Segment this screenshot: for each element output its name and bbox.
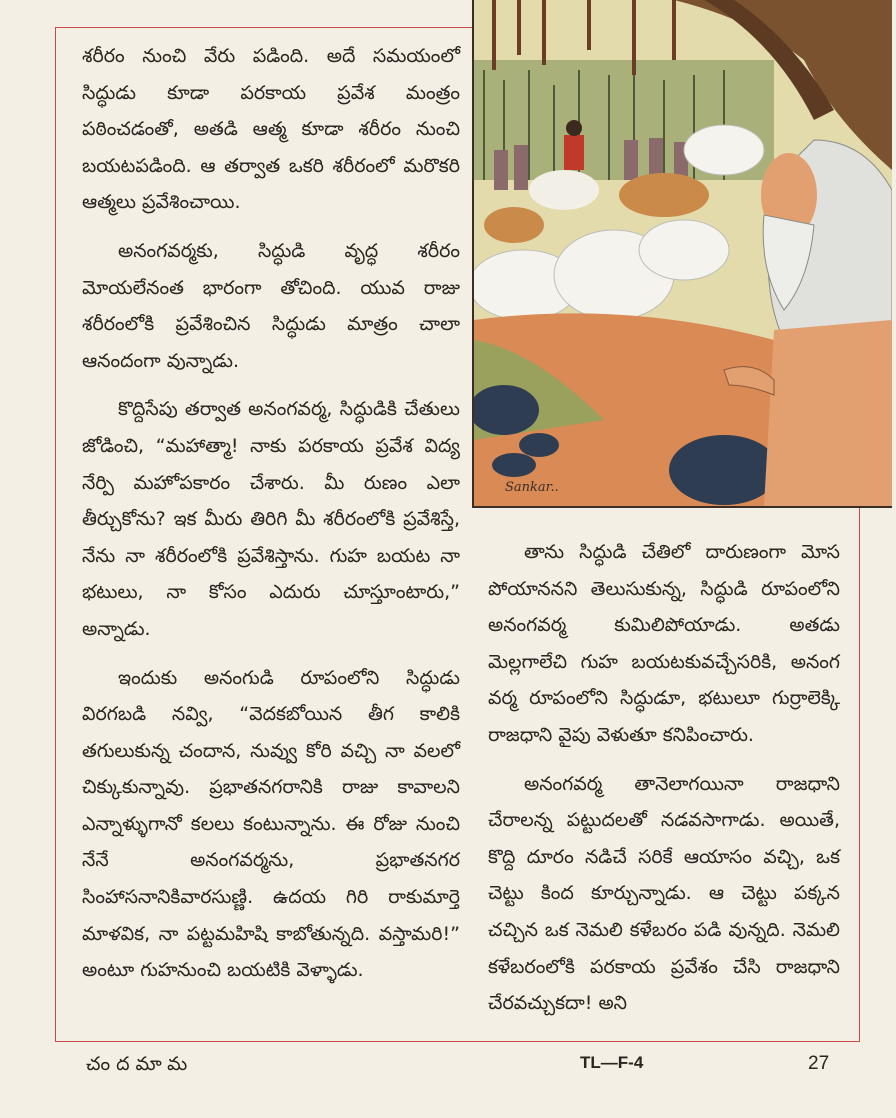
paragraph-6: అనంగవర్మ తానెలాగయినా రాజధాని చేరాలన్న పట్టుదలతో నడవసాగాడు. అయితే, కొద్ది దూరం నడిచే సరికే ఆయాసం వచ్చి, ఒక చెట్టు కింద కూర్చున్నాడు. ఆ చెట్టు పక్కన చచ్చిన ఒక నెమలి కళేబరం పడి వున్నది. నెమలి కళేబరంలోకి పరకాయ ప్రవేశం చేసి రాజధాని చేరవచ్చుకదా! అని (488, 772, 840, 1015)
page-number: 27 (808, 1053, 830, 1074)
magazine-name: చందమామ (86, 1053, 194, 1075)
artist-signature: Sankar.. (505, 480, 559, 495)
issue-code: TL—F-4 (580, 1053, 644, 1072)
paragraph-3: కొద్దిసేపు తర్వాత అనంగవర్మ, సిద్ధుడికి చేతులు జోడించి, “మహాత్మా! నాకు పరకాయ ప్రవేశ విద్య నేర్పి మహోపకారం చేశారు. మీ రుణం ఎలా తీర్చుకోను? ఇక మీరు తిరిగి మీ శరీరంలోకి ప్రవేశిస్తే, నేను నా శరీరంలోకి ప్రవేశిస్తాను. గుహ బయట నా భటులు, నా కోసం ఎదురు చూస్తూంటారు,” అన్నాడు. (82, 398, 460, 640)
paragraph-5: తాను సిద్ధుడి చేతిలో దారుణంగా మోస పోయాననని తెలుసుకున్న, సిద్ధుడి రూపంలోని అనంగవర్మ కుమిలిపోయాడు. అతడు మెల్లగాలేచి గుహ బయటకువచ్చేసరికి, అనంగ వర్మ రూపంలోని సిద్ధుడూ, భటులూ గుర్రాలెక్కి రాజధాని వైపు వెళుతూ కనిపించారు. (488, 541, 840, 746)
paragraph-1: శరీరం నుంచి వేరు పడింది. అదే సమయంలో సిద్ధుడు కూడా పరకాయ ప్రవేశ మంత్రం పఠించడంతో, అతడి ఆత్మ కూడా శరీరం నుంచి బయటపడింది. ఆ తర్వాత ఒకరి శరీరంలో మరొకరి ఆత్మలు ప్రవేశించాయి. (82, 45, 460, 214)
illustration-drawing (474, 0, 892, 506)
right-text-column (488, 534, 840, 1034)
paragraph-4: ఇందుకు అనంగుడి రూపంలోని సిద్ధుడు విరగబడి నవ్వి, “వెదకబోయిన తీగ కాలికి తగులుకున్న చందాన, నువ్వు కోరి వచ్చి నా వలలో చిక్కుకున్నావు. ప్రభాతనగరానికి రాజు కావాలని ఎన్నాళ్ళుగానో కలలు కంటున్నాను. ఈ రోజు నుంచి నేనే అనంగవర్మను, ప్రభాతనగర సింహాసనానికివారసుణ్ణి. ఉదయ గిరి రాకుమార్తె మాళవిక, నా పట్టమహిషి కాబోతున్నది. వస్తామరి!” అంటూ గుహనుంచి బయటికి వెళ్ళాడు. (82, 666, 460, 982)
paragraph-2: అనంగవర్మకు, సిద్ధుడి వృద్ధ శరీరం మోయలేనంత భారంగా తోచింది. యువ రాజు శరీరంలోకి ప్రవేశించిన సిద్ధుడు మాత్రం చాలా ఆనందంగా వున్నాడు. (82, 239, 460, 372)
story-illustration (472, 0, 892, 508)
left-text-column (82, 38, 460, 1001)
